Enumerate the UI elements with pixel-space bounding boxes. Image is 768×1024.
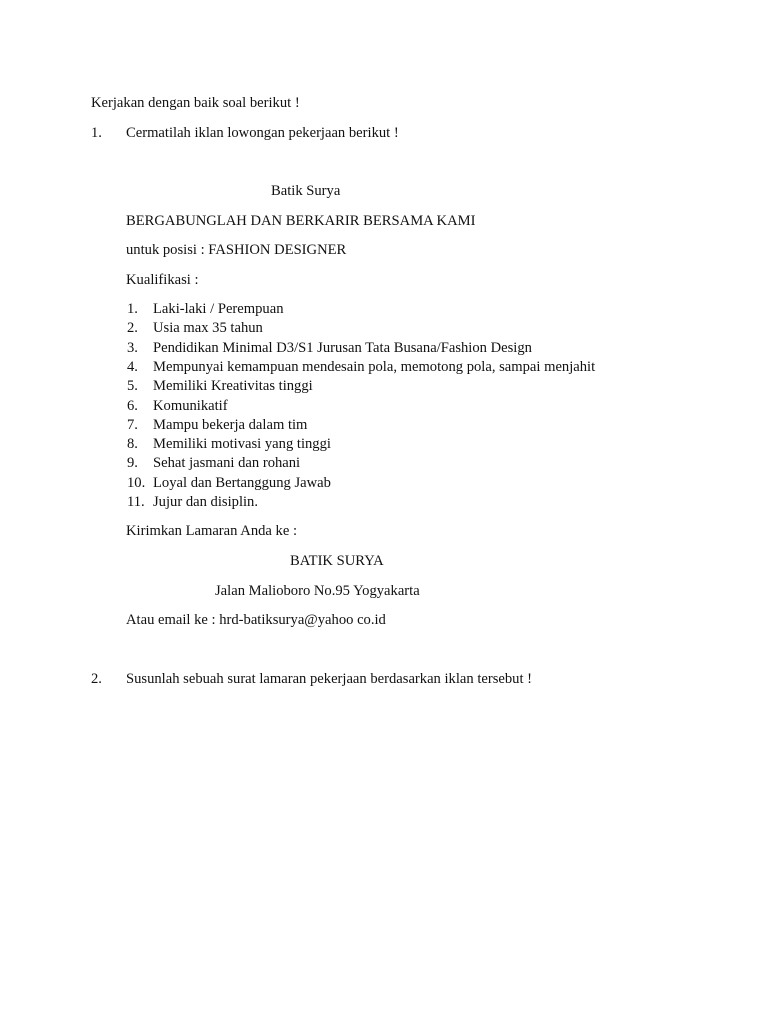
list-item-number: 3. — [127, 340, 138, 356]
list-item-text: Pendidikan Minimal D3/S1 Jurusan Tata Busana/Fashion Design — [153, 340, 532, 356]
list-item-text: Mempunyai kemampuan mendesain pola, memotong pola, sampai menjahit — [153, 359, 596, 375]
list-item-text: Laki-laki / Perempuan — [153, 301, 284, 317]
list-item-number: 5. — [127, 378, 138, 394]
list-item-number: 9. — [127, 455, 138, 471]
list-item-text: Komunikatif — [153, 398, 228, 414]
list-item-number: 2. — [127, 320, 138, 336]
instruction-text: Kerjakan dengan baik soal berikut ! — [91, 95, 300, 111]
list-item-text: Usia max 35 tahun — [153, 320, 263, 336]
question-2-number: 2. — [91, 671, 102, 687]
list-item-number: 7. — [127, 417, 138, 433]
list-item-text: Jujur dan disiplin. — [153, 494, 258, 510]
ad-company-name: Batik Surya — [271, 183, 341, 199]
list-item-text: Memiliki motivasi yang tinggi — [153, 436, 331, 452]
question-1-number: 1. — [91, 125, 102, 141]
ad-company-caps: BATIK SURYA — [290, 553, 384, 569]
list-item-number: 8. — [127, 436, 138, 452]
question-1-text: Cermatilah iklan lowongan pekerjaan berikut ! — [126, 125, 399, 141]
question-2-text: Susunlah sebuah surat lamaran pekerjaan berdasarkan iklan tersebut ! — [126, 671, 533, 687]
list-item-number: 1. — [127, 301, 138, 317]
ad-position: untuk posisi : FASHION DESIGNER — [126, 242, 347, 258]
list-item-number: 10. — [127, 475, 146, 491]
ad-email: Atau email ke : hrd-batiksurya@yahoo co.id — [126, 612, 386, 628]
ad-headline: BERGABUNGLAH DAN BERKARIR BERSAMA KAMI — [126, 213, 476, 229]
list-item-text: Mampu bekerja dalam tim — [153, 417, 308, 433]
list-item-number: 6. — [127, 398, 138, 414]
list-item-number: 4. — [127, 359, 138, 375]
ad-address: Jalan Malioboro No.95 Yogyakarta — [215, 583, 420, 599]
list-item-number: 11. — [127, 494, 145, 510]
list-item-text: Memiliki Kreativitas tinggi — [153, 378, 313, 394]
send-application-label: Kirimkan Lamaran Anda ke : — [126, 523, 298, 539]
qualifications-label: Kualifikasi : — [126, 272, 199, 288]
list-item-text: Loyal dan Bertanggung Jawab — [153, 475, 331, 491]
list-item-text: Sehat jasmani dan rohani — [153, 455, 301, 471]
